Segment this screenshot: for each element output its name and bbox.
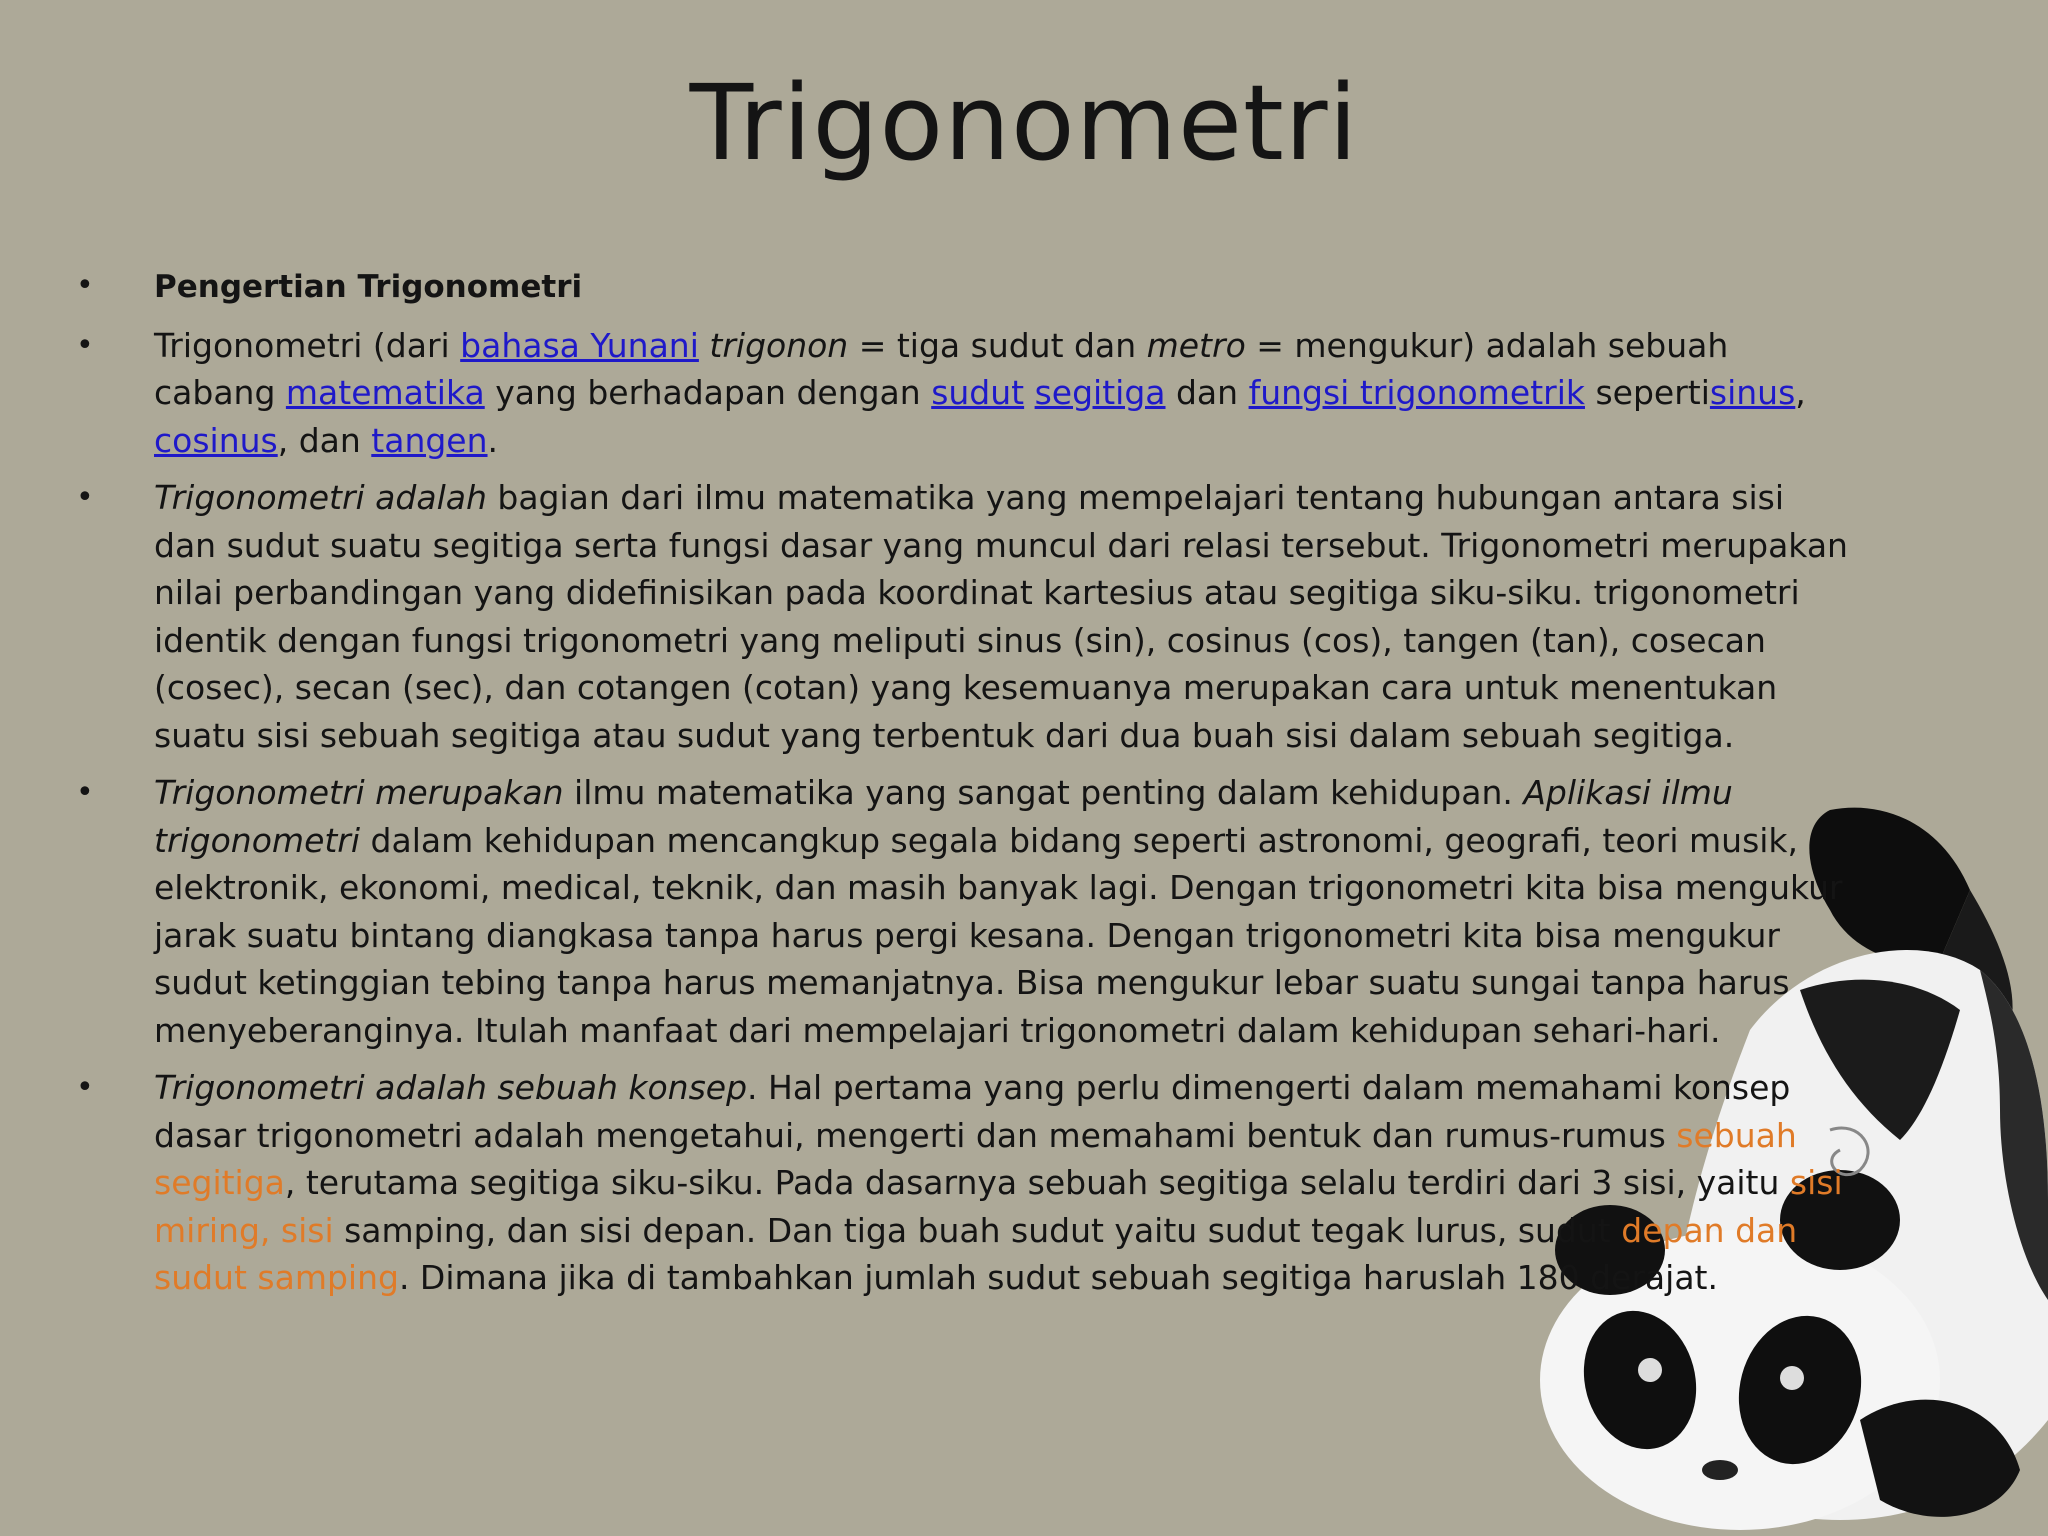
highlight-text: sisi miring, sisi xyxy=(154,1163,1843,1250)
text-run: . Dimana jika di tambahkan jumlah sudut sebuah segitiga haruslah 180 derajat. xyxy=(398,1258,1718,1297)
section-heading: Pengertian Trigonometri xyxy=(154,269,583,305)
link-matematika[interactable]: matematika xyxy=(285,373,485,412)
bullet-dot: • xyxy=(76,327,94,363)
link-fungsi-trigonometrik[interactable]: fungsi trigonometrik xyxy=(1248,373,1585,412)
list-item xyxy=(70,474,1850,759)
text-run: = tiga sudut dan xyxy=(848,325,1147,365)
italic-term: Aplikasi ilmu trigonometri xyxy=(154,773,1733,860)
link-bahasa-yunani[interactable]: bahasa Yunani xyxy=(460,325,699,365)
text-run: = mengukur) adalah sebuah cabang xyxy=(154,325,1729,412)
link-sudut[interactable]: sudut xyxy=(931,373,1025,412)
bullet-dot: • xyxy=(76,268,94,303)
bullet-dot: • xyxy=(76,480,94,515)
italic-term: Trigonometri adalah xyxy=(154,478,487,517)
slide-title: Trigonometri xyxy=(689,62,1359,184)
italic-term: trigonon xyxy=(709,325,849,365)
text-run: . xyxy=(487,420,499,460)
link-cosinus[interactable]: cosinus xyxy=(154,420,278,460)
link-sinus[interactable]: sinus xyxy=(1709,373,1796,412)
bullet-list xyxy=(70,262,1850,1312)
text-run: . Hal pertama yang perlu dimengerti dalam memahami konsep dasar trigonometri adalah mengetahui, mengerti dan memahami bentuk dan rumus-rumus xyxy=(154,1068,1791,1155)
text-run: , dan xyxy=(277,420,372,460)
text-run xyxy=(1024,373,1035,412)
text-run xyxy=(699,326,710,365)
italic-term: Trigonometri adalah sebuah konsep xyxy=(154,1068,748,1107)
list-item xyxy=(70,1064,1850,1302)
text-run: , terutama segitiga siku-siku. Pada dasarnya sebuah segitiga selalu terdiri dari 3 sisi, yaitu xyxy=(284,1163,1790,1202)
text-run: dalam kehidupan mencangkup segala bidang seperti astronomi, geografi, teori musik, elektronik, ekonomi, medical, teknik, dan masih banyak lagi. Dengan trigonometri kita bisa mengukur jarak suatu bintang diangkasa tanpa harus pergi kesana. Dengan trigonometri kita bisa mengukur sudut ketinggian tebing tanpa harus memanjatnya. Bisa mengukur lebar suatu sungai tanpa harus menyeberanginya. Itulah manfaat dari mempelajari trigonometri dalam kehidupan sehari-hari. xyxy=(154,820,1843,1050)
text-run: bagian dari ilmu matematika yang mempelajari tentang hubungan antara sisi dan sudut suatu segitiga serta fungsi dasar yang muncul dari relasi tersebut. Trigonometri merupakan nilai perbandingan yang didefinisikan pada koordinat kartesius atau segitiga siku-siku. trigonometri identik dengan fungsi trigonometri yang meliputi sinus (sin), cosinus (cos), tangen (tan), cosecan (cosec), secan (sec), dan cotangen (cotan) yang kesemuanya merupakan cara untuk menentukan suatu sisi sebuah segitiga atau sudut yang terbentuk dari dua buah sisi dalam sebuah segitiga. xyxy=(154,478,1848,755)
italic-term: metro xyxy=(1146,325,1246,365)
bullet-dot: • xyxy=(76,1070,94,1105)
link-segitiga[interactable]: segitiga xyxy=(1034,373,1166,412)
text-run: Trigonometri (dari xyxy=(154,325,461,365)
list-item xyxy=(70,322,1850,465)
text-run: , xyxy=(1795,373,1806,412)
text-run: yang berhadapan dengan xyxy=(484,373,932,412)
text-run: dan xyxy=(1165,373,1249,412)
list-item xyxy=(70,262,1850,312)
text-run: seperti xyxy=(1584,373,1710,412)
italic-term: Trigonometri merupakan xyxy=(154,773,564,812)
text-run: samping, dan sisi depan. Dan tiga buah sudut yaitu sudut tegak lurus, sudut xyxy=(333,1210,1622,1250)
bullet-dot: • xyxy=(76,775,94,810)
link-tangen[interactable]: tangen xyxy=(371,420,488,460)
list-item xyxy=(70,769,1850,1054)
highlight-text: sebuah segitiga xyxy=(154,1115,1797,1202)
text-run: ilmu matematika yang sangat penting dalam kehidupan. xyxy=(563,773,1524,812)
highlight-text: depan dan sudut samping xyxy=(154,1210,1798,1297)
